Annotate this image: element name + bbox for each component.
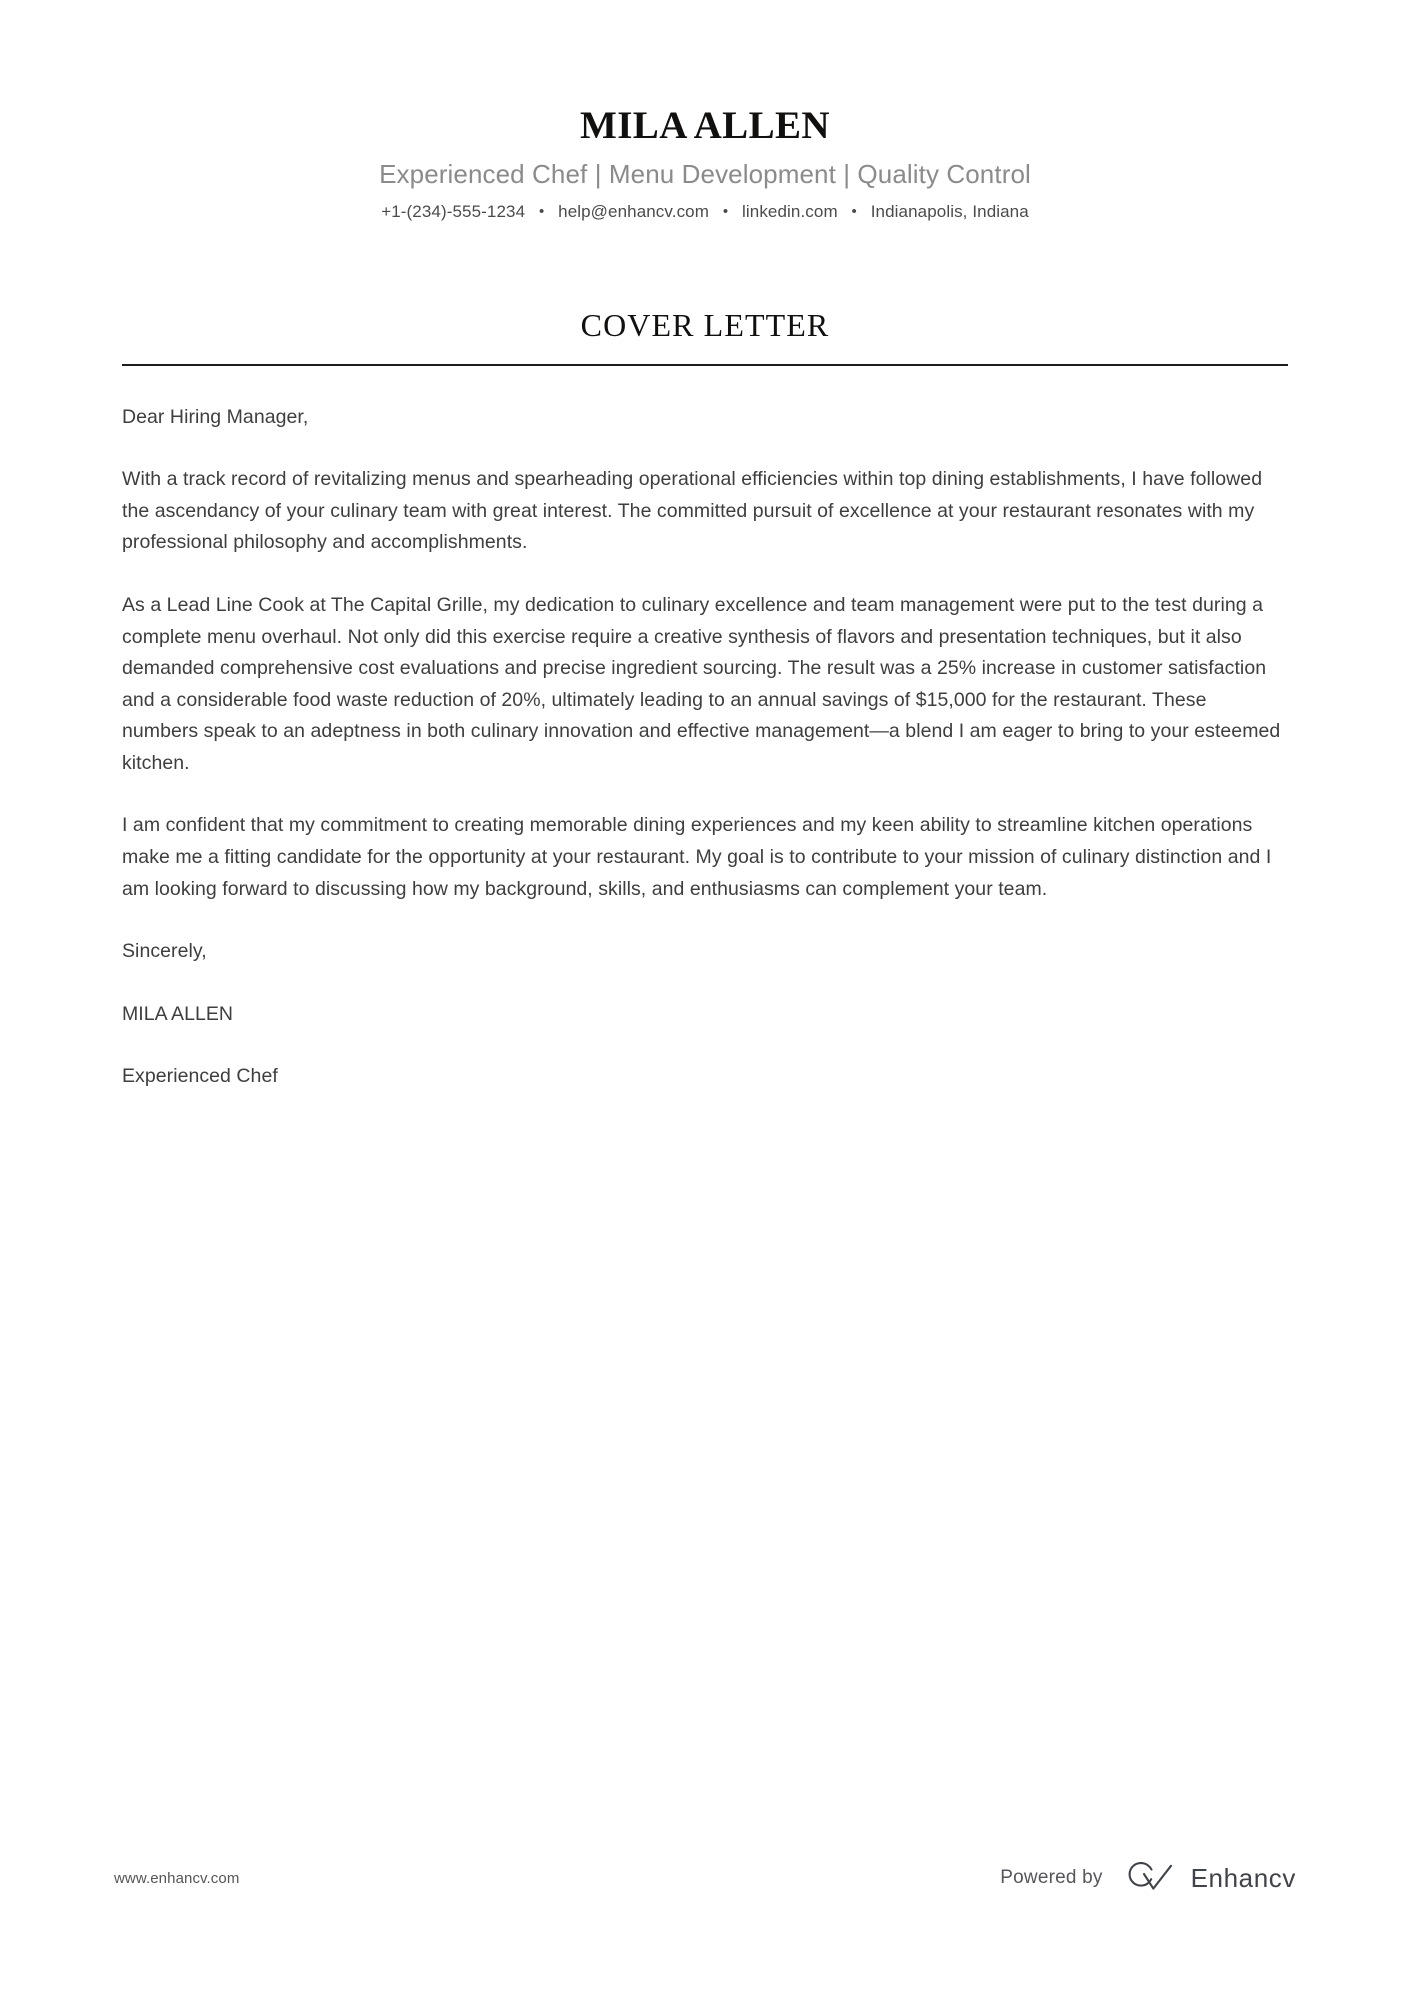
brand-name: Enhancv <box>1190 1862 1296 1893</box>
enhancv-infinity-check-icon <box>1121 1861 1179 1895</box>
contact-separator-dot: • <box>722 203 729 221</box>
letter-signature-title: Experienced Chef <box>122 1065 278 1088</box>
letter-salutation: Dear Hiring Manager, <box>122 405 309 428</box>
document-footer <box>0 1861 1410 1895</box>
letter-paragraph: I am confident that my commitment to creating memorable dining experiences and my keen ability to streamline kitchen operations make me a fitting candidate for the opportunity at your restaurant. My goal is to contribute to your mission of culinary distinction and I am looking forward to discussing how my background, skills, and enthusiasms can complement your team. <box>122 814 1272 900</box>
contact-location: Indianapolis, Indiana <box>870 202 1029 222</box>
contact-email[interactable]: help@enhancv.com <box>558 202 709 222</box>
letter-paragraph: With a track record of revitalizing menus and spearheading operational efficiencies within top dining establishments, I have followed the ascendancy of your culinary team with great interest. The committed pursuit of excellence at your restaurant resonates with my professional philosophy and accomplishments. <box>122 468 1263 554</box>
contact-linkedin[interactable]: linkedin.com <box>742 202 838 222</box>
footer-website-url[interactable]: www.enhancv.com <box>114 1869 240 1887</box>
brand-mark <box>1121 1861 1296 1895</box>
contact-separator-dot: • <box>538 203 545 221</box>
candidate-tagline: Experienced Chef | Menu Development | Quality Control <box>379 158 1031 189</box>
section-title: COVER LETTER <box>580 307 830 344</box>
contact-separator-dot: • <box>851 203 857 221</box>
powered-by-label: Powered by <box>1000 1867 1103 1888</box>
letter-signature-name: MILA ALLEN <box>122 1002 234 1025</box>
document-header <box>0 0 1410 224</box>
section-divider <box>122 364 1288 366</box>
candidate-name: MILA ALLEN <box>580 104 830 147</box>
footer-brand-block <box>1000 1861 1296 1895</box>
contact-line <box>0 200 1410 224</box>
section-header <box>0 306 1410 365</box>
letter-paragraph: As a Lead Line Cook at The Capital Grille, my dedication to culinary excellence and team management were put to the test during a complete menu overhaul. Not only did this exercise require a creative synthesis of flavors and presentation techniques, but it also demanded comprehensive cost evaluations and precise ingredient sourcing. The result was a 25% increase in customer satisfaction and a considerable food waste reduction of 20%, ultimately leading to an annual savings of $15,000 for the restaurant. These numbers speak to an adeptness in both culinary innovation and effective management—a blend I am eager to bring to your esteemed kitchen. <box>122 593 1281 774</box>
letter-closing: Sincerely, <box>122 940 207 963</box>
contact-phone: +1-(234)-555-1234 <box>381 202 526 222</box>
letter-body <box>0 402 1410 1093</box>
